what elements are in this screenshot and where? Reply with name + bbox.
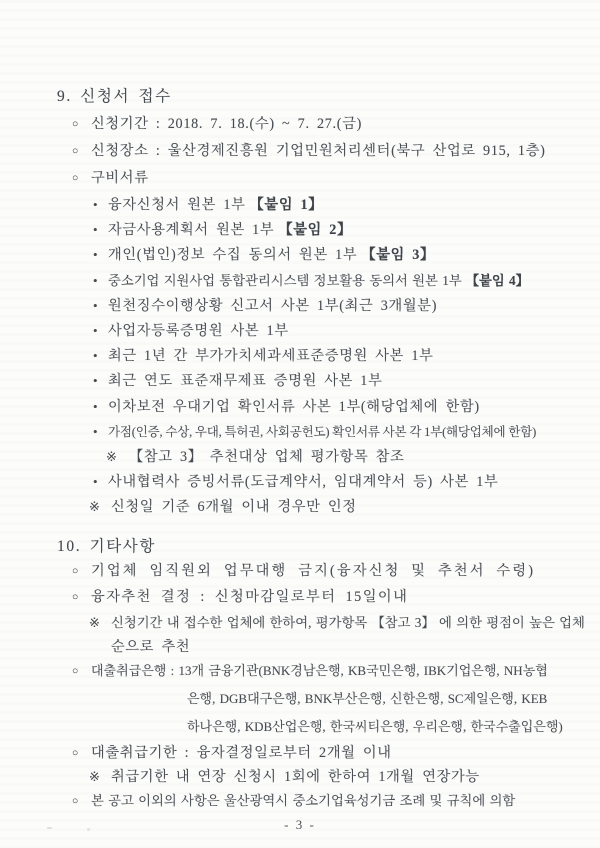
bullet-marker: •	[93, 222, 99, 238]
doc-continuation-line	[57, 718, 563, 744]
bullet-marker: •	[93, 272, 99, 288]
doc-line-text: 은행, DGB대구은행, BNK부산은행, 신한은행, SC제일은행, KEB	[187, 691, 548, 707]
bullet-marker: •	[93, 398, 99, 414]
attachment-label: 【붙임 1】	[249, 197, 324, 213]
doc-line	[57, 142, 557, 169]
doc-line-text: 신청장소 : 울산경제진흥원 기업민원처리센터(북구 산업로 915, 1층)	[91, 143, 546, 159]
bullet-marker: •	[93, 322, 99, 338]
section-10-heading: 10. 기타사항	[57, 538, 156, 556]
bullet-marker: •	[93, 423, 99, 439]
attachment-label: 【붙임 3】	[361, 247, 435, 264]
doc-line	[57, 297, 557, 322]
doc-continuation-line	[57, 638, 557, 662]
circle-marker: ○	[72, 566, 80, 578]
doc-line-text: 본 공고 이외의 사항은 울산광역시 중소기업육성기금 조례 및 규칙에 의함	[91, 793, 516, 809]
doc-line-text: 이차보전 우대기업 확인서류 사본 1부(해당업체에 한함)	[108, 398, 480, 415]
doc-note-line	[57, 448, 557, 473]
attachment-label: 【붙임 2】	[278, 222, 352, 239]
doc-line	[57, 398, 557, 423]
bullet-marker: •	[93, 348, 99, 364]
doc-line-text: 대출취급기한 : 융자결정일로부터 2개월 이내	[91, 745, 392, 762]
circle-marker: ○	[72, 796, 80, 808]
doc-line-text: 최근 1년 간 부가가치세과세표준증명원 사본 1부	[108, 348, 434, 365]
bullet-marker: •	[93, 247, 99, 263]
reference-marker: ※	[89, 615, 101, 631]
doc-note-line	[57, 614, 585, 638]
doc-line-text: 하나은행, KDB산업은행, 한국씨티은행, 우리은행, 한국수출입은행)	[187, 719, 563, 735]
doc-note-line	[57, 768, 557, 792]
doc-line-text: 신청일 기준 6개월 이내 경우만 인정	[111, 499, 357, 516]
scan-artifact	[87, 828, 90, 831]
scan-artifact	[47, 827, 52, 829]
doc-line-text: 가점(인증, 수상, 우대, 특허권, 사회공헌도) 확인서류 사본 각 1부(해당업체에 한함)	[108, 424, 537, 439]
doc-line	[57, 588, 557, 614]
reference-marker: ※	[89, 769, 101, 785]
circle-marker: ○	[72, 592, 80, 604]
doc-continuation-line	[57, 690, 557, 718]
section-miscellaneous	[57, 534, 585, 818]
doc-line	[57, 169, 557, 196]
doc-line	[57, 662, 557, 690]
doc-line	[57, 792, 557, 818]
doc-line	[57, 562, 557, 588]
bullet-marker: •	[93, 197, 99, 212]
doc-line-text: 융자추천 결정 : 신청마감일로부터 15일이내	[91, 589, 409, 606]
doc-line-text: 취급기한 내 연장 신청시 1회에 한하여 1개월 연장가능	[111, 769, 480, 786]
doc-line	[57, 347, 557, 372]
doc-line-text: 사업자등록증명원 사본 1부	[108, 322, 289, 339]
section-9-heading: 9. 신청서 접수	[57, 88, 172, 105]
doc-line-text: 융자신청서 원본 1부	[108, 197, 246, 213]
doc-line	[57, 272, 557, 297]
doc-line	[57, 246, 557, 271]
doc-line-text: 【참고 3】 추천대상 업체 평가항목 참조	[129, 448, 405, 465]
doc-line-text: 대출취급은행 : 13개 금융기관(BNK경남은행, KB국민은행, IBK기업은행, NH농협	[91, 663, 548, 679]
doc-line	[57, 196, 557, 221]
doc-line	[57, 423, 557, 448]
doc-line	[57, 115, 557, 142]
reference-marker: ※	[89, 499, 101, 515]
document-content	[57, 84, 585, 818]
doc-line-text: 개인(법인)정보 수집 동의서 원본 1부	[108, 247, 358, 264]
doc-line-text: 중소기업 지원사업 통합관리시스템 정보활용 동의서 원본 1부	[108, 272, 462, 288]
circle-marker: ○	[72, 666, 80, 678]
doc-line	[57, 372, 557, 397]
doc-line	[57, 322, 557, 347]
circle-marker: ○	[72, 748, 80, 760]
doc-line-text: 신청기간 : 2018. 7. 18.(수) ~ 7. 27.(금)	[91, 116, 363, 132]
doc-line-text: 최근 연도 표준재무제표 증명원 사본 1부	[108, 373, 383, 390]
reference-marker: ※	[106, 448, 118, 464]
circle-marker: ○	[72, 146, 80, 157]
doc-line-text: 순으로 추천	[111, 639, 191, 656]
circle-marker: ○	[72, 173, 80, 184]
bullet-marker: •	[93, 373, 99, 389]
page-number: - 3 -	[284, 817, 316, 832]
doc-line-text: 신청기간 내 접수한 업체에 한하여, 평가항목 【참고 3】 에 의한 평점이 높은 업체	[111, 615, 585, 631]
section-application-submission	[57, 84, 557, 522]
doc-line	[57, 221, 557, 246]
doc-line	[57, 744, 557, 768]
doc-line-text: 사내협력사 증빙서류(도급계약서, 임대계약서 등) 사본 1부	[108, 474, 499, 491]
doc-note-line	[57, 498, 557, 522]
bullet-marker: •	[93, 297, 99, 313]
attachment-label: 【붙임 4】	[465, 272, 529, 288]
circle-marker: ○	[72, 119, 80, 130]
doc-line-text: 원천징수이행상황 신고서 사본 1부(최근 3개월분)	[108, 297, 438, 314]
bullet-marker: •	[93, 474, 99, 490]
doc-line	[57, 473, 557, 498]
doc-line-text: 구비서류	[91, 170, 149, 186]
doc-line-text: 기업체 임직원외 업무대행 금지(융자신청 및 추천서 수령)	[91, 563, 536, 580]
doc-line-text: 자금사용계획서 원본 1부	[108, 222, 275, 239]
